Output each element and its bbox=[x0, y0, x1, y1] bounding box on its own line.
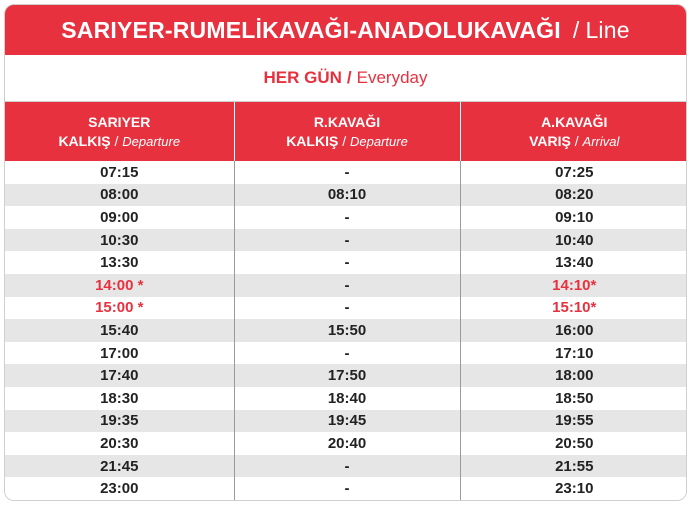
departure-rumelikavagi-cell: 19:45 bbox=[234, 410, 460, 433]
departure-sariyer-cell: 23:00 bbox=[5, 477, 234, 500]
table-row bbox=[5, 251, 687, 274]
column-header-direction bbox=[461, 132, 688, 151]
day-bar bbox=[5, 55, 686, 102]
departure-rumelikavagi-cell: 20:40 bbox=[234, 432, 460, 455]
table-row bbox=[5, 206, 687, 229]
direction-label: VARIŞ bbox=[529, 132, 571, 149]
column-header-rumelikavagi bbox=[234, 102, 460, 161]
arrival-anadolukavagi-cell: 10:40 bbox=[460, 229, 687, 252]
departure-rumelikavagi-cell: 08:10 bbox=[234, 184, 460, 207]
table-row bbox=[5, 184, 687, 207]
day-separator: / bbox=[346, 68, 352, 87]
table-row bbox=[5, 455, 687, 478]
departure-sariyer-cell: 17:00 bbox=[5, 342, 234, 365]
day-label: HER GÜN bbox=[263, 68, 342, 87]
departure-rumelikavagi-cell: - bbox=[234, 455, 460, 478]
column-header-stop: A.KAVAĞI bbox=[541, 113, 608, 130]
direction-separator: / bbox=[574, 132, 579, 149]
departure-rumelikavagi-cell: 15:50 bbox=[234, 319, 460, 342]
table-row bbox=[5, 342, 687, 365]
arrival-anadolukavagi-cell: 16:00 bbox=[460, 319, 687, 342]
departure-rumelikavagi-cell: 18:40 bbox=[234, 387, 460, 410]
departure-sariyer-cell: 10:30 bbox=[5, 229, 234, 252]
departure-sariyer-cell: 20:30 bbox=[5, 432, 234, 455]
table-row bbox=[5, 297, 687, 320]
departure-sariyer-cell: 08:00 bbox=[5, 184, 234, 207]
table-row bbox=[5, 410, 687, 433]
departure-rumelikavagi-cell: - bbox=[234, 229, 460, 252]
column-header-stop: R.KAVAĞI bbox=[313, 113, 381, 130]
title-separator: / bbox=[572, 16, 580, 43]
table-row bbox=[5, 364, 687, 387]
column-header-direction bbox=[5, 132, 234, 151]
arrival-anadolukavagi-cell: 18:50 bbox=[460, 387, 687, 410]
route-subtitle: Line bbox=[585, 16, 630, 43]
departure-sariyer-cell: 17:40 bbox=[5, 364, 234, 387]
arrival-anadolukavagi-cell: 19:55 bbox=[460, 410, 687, 433]
departure-sariyer-cell: 15:00 * bbox=[5, 297, 234, 320]
route-title: SARIYER-RUMELİKAVAĞI-ANADOLUKAVAĞI bbox=[61, 16, 561, 43]
direction-label-english: Departure bbox=[349, 133, 408, 149]
departure-sariyer-cell: 21:45 bbox=[5, 455, 234, 478]
arrival-anadolukavagi-cell: 07:25 bbox=[460, 161, 687, 184]
departure-sariyer-cell: 13:30 bbox=[5, 251, 234, 274]
timetable-card bbox=[4, 4, 687, 501]
schedule-body bbox=[5, 161, 687, 500]
arrival-anadolukavagi-cell: 20:50 bbox=[460, 432, 687, 455]
direction-separator: / bbox=[114, 132, 119, 149]
arrival-anadolukavagi-cell: 17:10 bbox=[460, 342, 687, 365]
column-header-stop: SARIYER bbox=[88, 113, 151, 130]
departure-rumelikavagi-cell: - bbox=[234, 297, 460, 320]
schedule-table bbox=[5, 102, 687, 500]
column-header-anadolukavagi bbox=[460, 102, 687, 161]
departure-sariyer-cell: 18:30 bbox=[5, 387, 234, 410]
table-row bbox=[5, 274, 687, 297]
departure-rumelikavagi-cell: - bbox=[234, 251, 460, 274]
table-row bbox=[5, 319, 687, 342]
day-label-english: Everyday bbox=[356, 68, 428, 87]
arrival-anadolukavagi-cell: 18:00 bbox=[460, 364, 687, 387]
departure-rumelikavagi-cell: - bbox=[234, 342, 460, 365]
direction-separator: / bbox=[342, 132, 347, 149]
departure-rumelikavagi-cell: - bbox=[234, 274, 460, 297]
arrival-anadolukavagi-cell: 09:10 bbox=[460, 206, 687, 229]
column-header-direction bbox=[235, 132, 460, 151]
departure-rumelikavagi-cell: - bbox=[234, 161, 460, 184]
arrival-anadolukavagi-cell: 21:55 bbox=[460, 455, 687, 478]
departure-sariyer-cell: 15:40 bbox=[5, 319, 234, 342]
arrival-anadolukavagi-cell: 23:10 bbox=[460, 477, 687, 500]
departure-sariyer-cell: 19:35 bbox=[5, 410, 234, 433]
departure-sariyer-cell: 09:00 bbox=[5, 206, 234, 229]
table-row bbox=[5, 387, 687, 410]
table-row bbox=[5, 161, 687, 184]
departure-sariyer-cell: 07:15 bbox=[5, 161, 234, 184]
table-row bbox=[5, 432, 687, 455]
arrival-anadolukavagi-cell: 13:40 bbox=[460, 251, 687, 274]
arrival-anadolukavagi-cell: 14:10* bbox=[460, 274, 687, 297]
direction-label: KALKIŞ bbox=[58, 132, 111, 149]
direction-label-english: Departure bbox=[122, 133, 181, 149]
direction-label: KALKIŞ bbox=[286, 132, 339, 149]
column-header-sariyer bbox=[5, 102, 234, 161]
departure-sariyer-cell: 14:00 * bbox=[5, 274, 234, 297]
table-row bbox=[5, 477, 687, 500]
table-row bbox=[5, 229, 687, 252]
arrival-anadolukavagi-cell: 15:10* bbox=[460, 297, 687, 320]
arrival-anadolukavagi-cell: 08:20 bbox=[460, 184, 687, 207]
departure-rumelikavagi-cell: 17:50 bbox=[234, 364, 460, 387]
departure-rumelikavagi-cell: - bbox=[234, 477, 460, 500]
departure-rumelikavagi-cell: - bbox=[234, 206, 460, 229]
route-title-bar bbox=[5, 5, 686, 55]
direction-label-english: Arrival bbox=[582, 133, 620, 149]
table-header-row bbox=[5, 102, 687, 161]
